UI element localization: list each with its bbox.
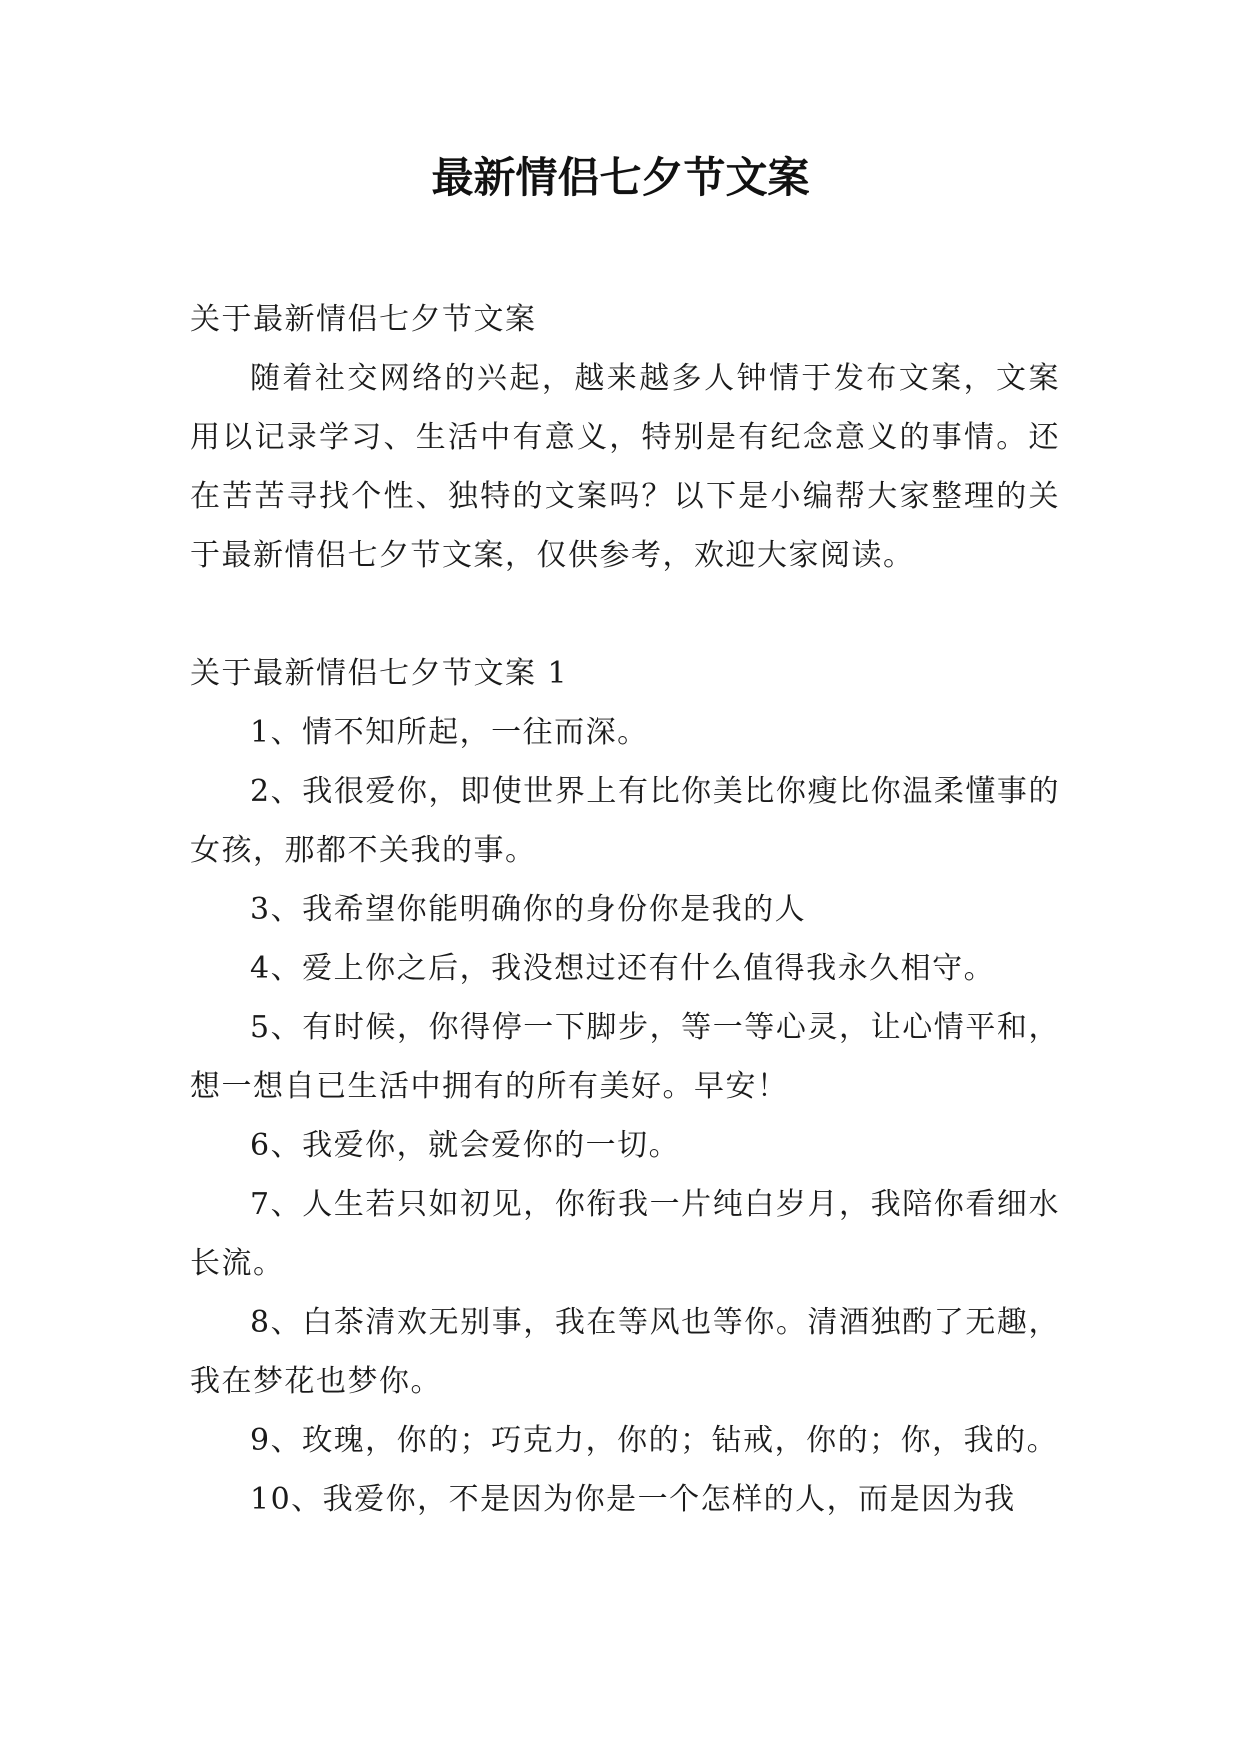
section-heading: 关于最新情侣七夕节文案 1 [190,656,569,691]
list-item: 3、我希望你能明确你的身份你是我的人 [250,892,807,927]
list-item: 2、我很爱你，即使世界上有比你美比你瘦比你温柔懂事的女孩，那都不关我的事。 [190,774,1060,868]
intro-heading: 关于最新情侣七夕节文案 [190,302,537,337]
document-body [190,290,1060,1529]
intro-paragraph: 随着社交网络的兴起，越来越多人钟情于发布文案，文案用以记录学习、生活中有意义，特别是有纪念意义的事情。还在苦苦寻找个性、独特的文案吗？以下是小编帮大家整理的关于最新情侣七夕节文案，仅供参考，欢迎大家阅读。 [190,361,1060,573]
document-title: 最新情侣七夕节文案 [431,153,810,202]
list-item: 6、我爱你，就会爱你的一切。 [250,1128,681,1163]
list-item: 7、人生若只如初见，你衔我一片纯白岁月，我陪你看细水长流。 [190,1187,1060,1281]
list-item: 5、有时候，你得停一下脚步，等一等心灵，让心情平和，想一想自已生活中拥有的所有美好。早安！ [190,1010,1060,1104]
list-item: 8、白茶清欢无别事，我在等风也等你。清酒独酌了无趣，我在梦花也梦你。 [190,1305,1060,1399]
list-item: 1、情不知所起，一往而深。 [250,715,649,750]
list-item: 10、我爱你，不是因为你是一个怎样的人，而是因为我 [250,1482,1016,1517]
section-spacer [190,585,1060,644]
list-item: 9、玫瑰，你的；巧克力，你的；钻戒，你的；你，我的。 [250,1423,1059,1458]
list-item: 4、爱上你之后，我没想过还有什么值得我永久相守。 [250,951,996,986]
